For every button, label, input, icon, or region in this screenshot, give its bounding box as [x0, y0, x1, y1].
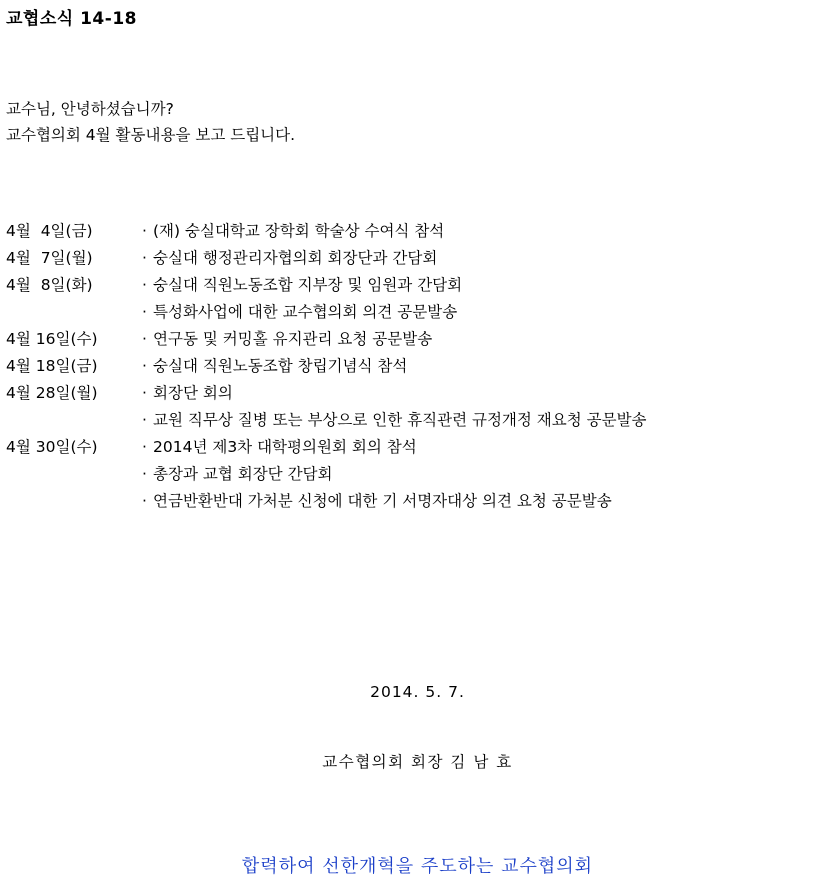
- schedule-row: [6, 353, 647, 380]
- bullet-icon: ·: [142, 465, 147, 483]
- document-date: 2014. 5. 7.: [370, 683, 465, 701]
- signature-line: 교수협의회 회장 김 남 효: [322, 753, 513, 771]
- schedule-date: 4월 7일(월): [6, 249, 93, 267]
- schedule-row: [6, 245, 647, 272]
- schedule-date: 4월 4일(금): [6, 222, 93, 240]
- greeting-line-1: 교수님, 안녕하셨습니까?: [6, 100, 174, 118]
- schedule-list: [6, 218, 647, 515]
- schedule-row: [6, 272, 647, 299]
- slogan-line: 합력하여 선한개혁을 주도하는 교수협의회: [241, 856, 594, 877]
- bullet-icon: ·: [142, 249, 147, 267]
- schedule-item: [142, 299, 647, 326]
- schedule-item-text: 총장과 교협 회장단 간담회: [153, 465, 333, 483]
- schedule-date: [6, 299, 142, 326]
- schedule-item-text: 교원 직무상 질병 또는 부상으로 인한 휴직관련 규정개정 재요청 공문발송: [153, 411, 647, 429]
- schedule-item: [142, 272, 647, 299]
- schedule-item-text: 회장단 회의: [153, 384, 233, 402]
- greeting-block: [6, 96, 295, 148]
- schedule-item: [142, 326, 647, 353]
- bullet-icon: ·: [142, 384, 147, 402]
- schedule-item: [142, 407, 647, 434]
- schedule-item-text: 연구동 및 커밍홀 유지관리 요청 공문발송: [153, 330, 433, 348]
- bullet-icon: ·: [142, 303, 147, 321]
- schedule-row: [6, 461, 647, 488]
- schedule-item: [142, 353, 647, 380]
- schedule-date: 4월 30일(수): [6, 438, 98, 456]
- schedule-item-text: 숭실대 직원노동조합 창립기념식 참석: [153, 357, 408, 375]
- schedule-row: [6, 380, 647, 407]
- schedule-date: [6, 407, 142, 434]
- bullet-icon: ·: [142, 438, 147, 456]
- schedule-date: 4월 18일(금): [6, 357, 98, 375]
- schedule-item-text: (재) 숭실대학교 장학회 학술상 수여식 참석: [153, 222, 445, 240]
- schedule-date: 4월 16일(수): [6, 330, 98, 348]
- bullet-icon: ·: [142, 357, 147, 375]
- schedule-row: [6, 218, 647, 245]
- schedule-item: [142, 380, 647, 407]
- schedule-item-text: 숭실대 직원노동조합 지부장 및 임원과 간담회: [153, 276, 463, 294]
- schedule-item: [142, 218, 647, 245]
- bullet-icon: ·: [142, 222, 147, 240]
- bullet-icon: ·: [142, 492, 147, 510]
- greeting-line-2: 교수협의회 4월 활동내용을 보고 드립니다.: [6, 126, 296, 144]
- bullet-icon: ·: [142, 411, 147, 429]
- schedule-item: [142, 245, 647, 272]
- schedule-row: [6, 326, 647, 353]
- bullet-icon: ·: [142, 330, 147, 348]
- schedule-item-text: 연금반환반대 가처분 신청에 대한 기 서명자대상 의견 요청 공문발송: [153, 492, 612, 510]
- schedule-date: 4월 8일(화): [6, 276, 93, 294]
- schedule-row: [6, 407, 647, 434]
- schedule-date: 4월 28일(월): [6, 384, 98, 402]
- schedule-row: [6, 434, 647, 461]
- document-title: 교협소식 14-18: [6, 9, 137, 29]
- schedule-item-text: 숭실대 행정관리자협의회 회장단과 간담회: [153, 249, 438, 267]
- schedule-item: [142, 461, 647, 488]
- schedule-row: [6, 488, 647, 515]
- bullet-icon: ·: [142, 276, 147, 294]
- schedule-item: [142, 434, 647, 461]
- schedule-date: [6, 461, 142, 488]
- schedule-date: [6, 488, 142, 515]
- schedule-item: [142, 488, 647, 515]
- schedule-item-text: 특성화사업에 대한 교수협의회 의견 공문발송: [153, 303, 458, 321]
- schedule-row: [6, 299, 647, 326]
- schedule-item-text: 2014년 제3차 대학평의원회 회의 참석: [153, 438, 417, 456]
